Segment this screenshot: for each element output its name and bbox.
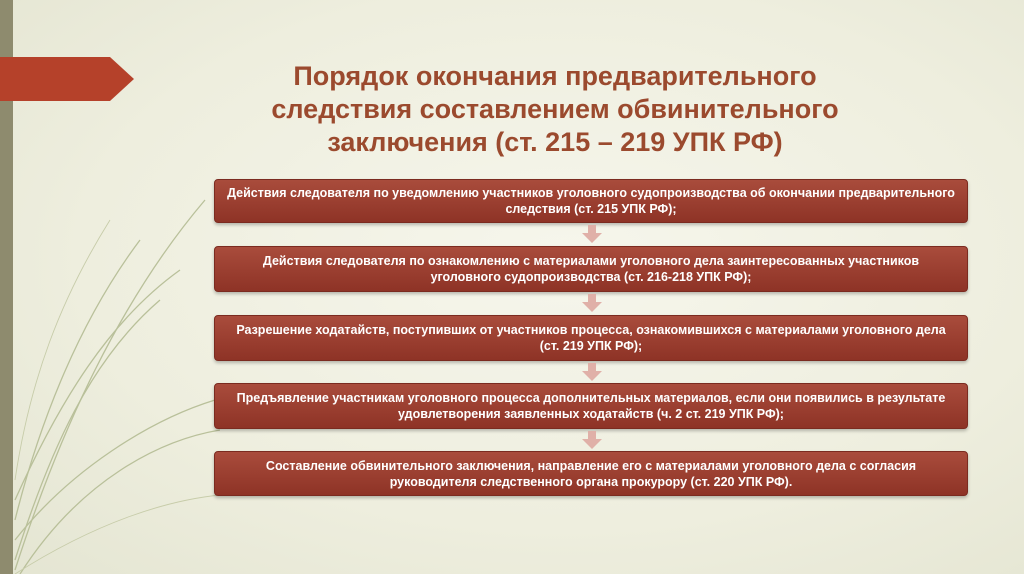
- down-arrow-icon: [582, 363, 602, 381]
- step-box-1: Действия следователя по уведомлению участников уголовного судопроизводства об окончании предварительного следствия (ст. 215 УПК РФ);: [214, 179, 968, 223]
- step-box-3: Разрешение ходатайств, поступивших от участников процесса, ознакомившихся с материалами уголовного дела (ст. 219 УПК РФ);: [214, 315, 968, 361]
- step-box-2: Действия следователя по ознакомлению с материалами уголовного дела заинтересованных участников уголовного судопроизводства (ст. 216-218 УПК РФ);: [214, 246, 968, 292]
- down-arrow-icon: [582, 294, 602, 312]
- step-box-5: Составление обвинительного заключения, направление его с материалами уголовного дела с согласия руководителя следственного органа прокурору (ст. 220 УПК РФ).: [214, 451, 968, 496]
- down-arrow-icon: [582, 431, 602, 449]
- down-arrow-icon: [582, 225, 602, 243]
- title-banner-arrow: [0, 57, 134, 101]
- slide-title: Порядок окончания предварительного следствия составлением обвинительного заключения (ст. 215 – 219 УПК РФ): [271, 61, 839, 157]
- step-box-4: Предъявление участникам уголовного процесса дополнительных материалов, если они появились в результате удовлетворения заявленных ходатайств (ч. 2 ст. 219 УПК РФ);: [214, 383, 968, 429]
